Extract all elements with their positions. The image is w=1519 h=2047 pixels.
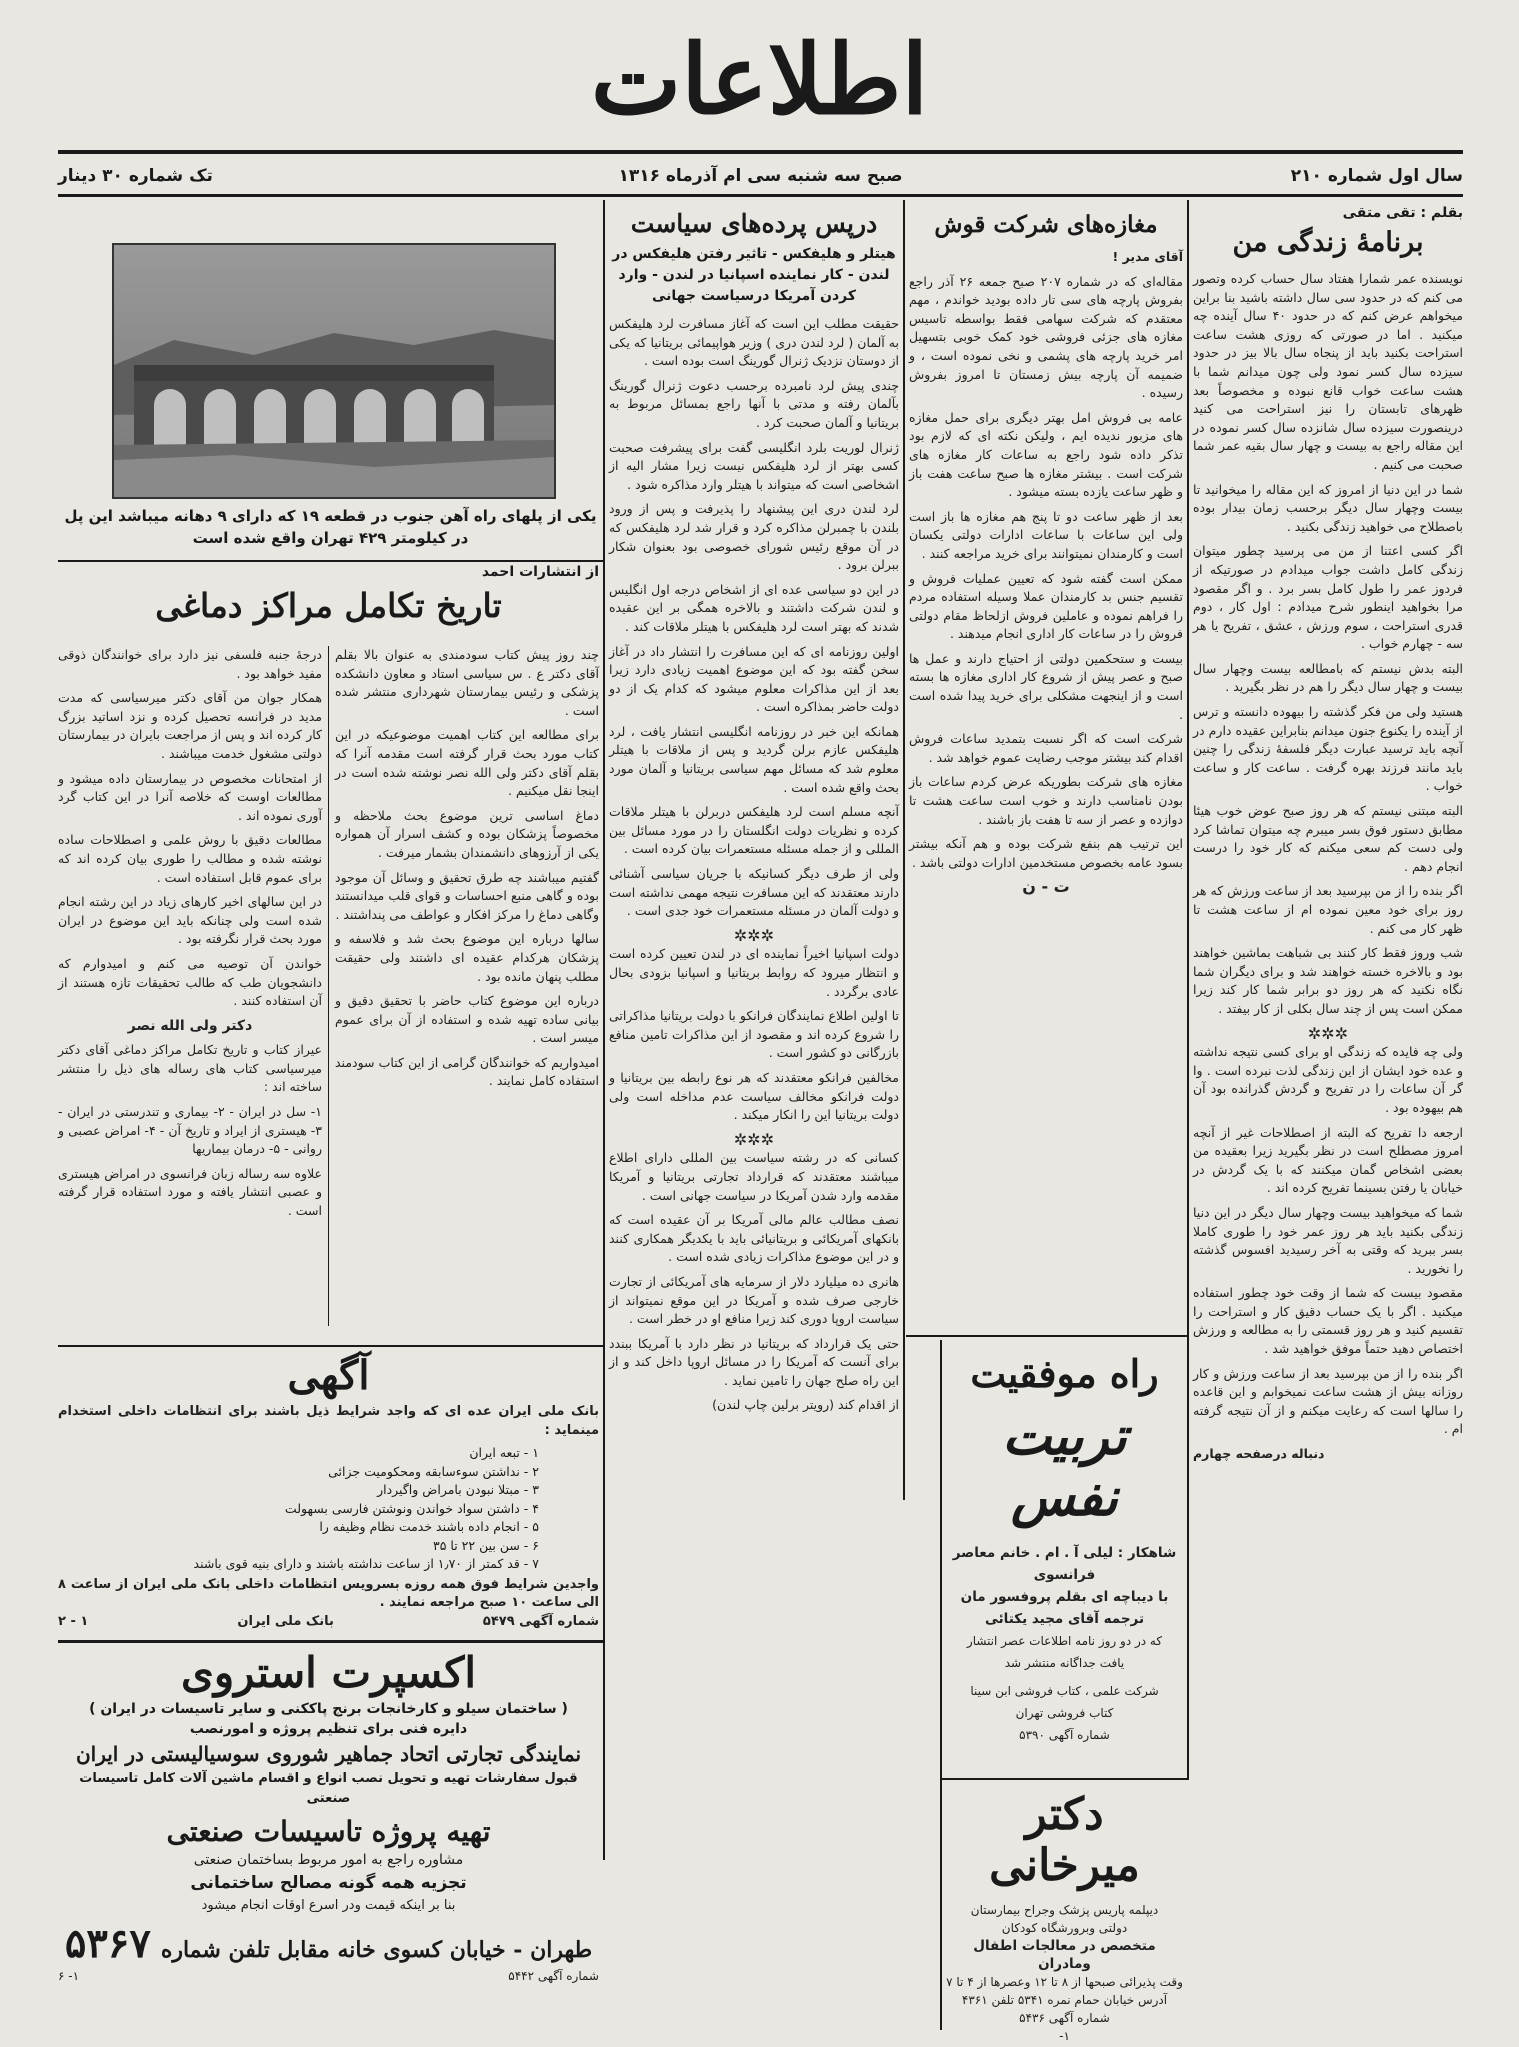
ad-contact (58, 1920, 599, 1967)
paragraph: در این سالهای اخیر کارهای زیاد در این رشته انجام شده است ولی چنانکه باید این موضوع در ایران مورد بحث قرار نگرفته بود . (58, 894, 322, 947)
paragraph: خواندن آن توصیه می کنم و امیدوارم که دانشجویان طب که طالب تحقیقات تازه هستند از آن استفاده کنند . (58, 955, 322, 1009)
notice-intro: بانک ملی ایران عده ای که واجد شرایط ذیل باشند برای انتظامات داخلی استخدام مینماید : (58, 1404, 599, 1438)
ad-line: دولتی وبرورشگاه کودکان (1001, 1921, 1128, 1935)
paragraph: مقاله‌ای که در شماره ۲۰۷ صبح جمعه ۲۶ آذر راجع بفروش پارچه های سی تار داده بودید خواندم ، مهم معتقدم که شرکت سهامی فقط بواسطه تاسیس مغازه های جزئی فروشی خود کمک خوبی بتسهیل امر خرید پارچه های پشمی و نخی نموده است ، و ضمیمه آن پارچه بیش زمستان تا امروز بفروش رسیده . (909, 273, 1184, 401)
paragraph: مقصود بیست که شما از وقت خود چطور استفاده میکنید . اگر با یک حساب دقیق کار و استراحت را تقسیم کنید و هر روز قسمتی را به مطالعه و ورزش اختصاص دهید حتماً موفق خواهید شد . (1193, 1285, 1463, 1357)
ad-line: تهیه پروژه تاسیسات صنعتی (166, 1815, 491, 1848)
article-behind-the-curtain (609, 205, 899, 2035)
paragraph: درجهٔ جنبه فلسفی نیز دارد برای خوانندگان ذوقی مفید خواهد بود . (58, 647, 322, 681)
article-body (909, 248, 1183, 897)
ad-line: با دیباچه ای بقلم پروفسور مان (960, 1589, 1169, 1605)
ad-line: شرکت علمی ، کتاب فروشی ابن سینا (970, 1684, 1159, 1698)
paragraph: ژنرال لوریت بلرد انگلیسی گفت برای پیشرفت صحبت کسی بهتر از لرد هلیفکس نیست زیرا مشار الیه از اشخاصی است که میتواند با هیتلر وارد مذاکره شود . (609, 439, 899, 492)
expert-stroy-ad (58, 1646, 599, 2036)
paragraph: شما در این دنیا از امروز که این مقاله را میخوانید تا بیست وچهار سال دیگر برحسب زمان بیدار بوده باصطلاح می خواهید زندگی بکنید . (1193, 481, 1463, 534)
doctor-advertisement (946, 1785, 1183, 2043)
paragraph: لرد لندن دری این پیشنهاد را پذیرفت و پس از ورود بلندن با چمبرلن مذاکره کرد و قرار شد لرد هلیفکس که در آن موقع رئیس شورای خصوصی بود بعنوان شکار ببرلن برود . (609, 501, 899, 573)
paragraph: حتی یک قرارداد که بریتانیا در نظر دارد با آمریکا ببندد برای آنست که آمریکا را در مسائل اروپا داخل کند و از این راه صلح جهان را تامین نماید . (609, 1335, 899, 1388)
ad-line: شماره آگهی ۵۴۳۶ (1019, 2011, 1110, 2025)
ad-line: آدرس خیابان حمام نمره ۵۳۴۱ تلفن ۴۳۶۱ (961, 1993, 1168, 2007)
paragraph: این ترتیب هم بنفع شرکت بوده و هم آنکه بیشتر بسود عامه بخصوص مستخدمین ادارات دولتی باشد . (909, 836, 1183, 870)
section-stars: ✲✲✲ (733, 1129, 775, 1149)
article-my-life-program (1193, 205, 1463, 2035)
photo-caption: یکی از پلهای راه آهن جنوب در قطعه ۱۹ که دارای ۹ دهانه میباشد این پل در کیلومتر ۴۲۹ تهران واقع شده است (64, 507, 597, 547)
paragraph: هستید ولی من فکر گذشته را بیهوده دانسته و ترس از آینده را یکنوع جنون میدانم بنابراین عقیده دارم در آنچه باید ترسید عبارت دیگر فلسفهٔ زندگی را چنین باید مانند فرزند بهره گرفت . ساعت کار و ساعت خواب . (1193, 704, 1463, 794)
requirement-item: ۶ - سن بین ۲۲ تا ۳۵ (433, 1537, 539, 1553)
paragraph: شب وروز فقط کار کنند بی شباهت بماشین خواهند بود و بالاخره خسته خواهند شد و برای دیگران شما نگاه نکنید که هر روز دو برابر شما کار کند زیرا ممکن است پس از چند سال بکلی از کار بیفتد . (1193, 945, 1463, 1016)
paragraph: چند روز پیش کتاب سودمندی به عنوان بالا بقلم آقای دکتر ع . س سیاسی استاد و معاون دانشکده پزشکی و رئیس بیمارستان شهرداری منتشر شده است . (335, 647, 599, 718)
ad-ref: ۱- (1059, 2029, 1070, 2043)
ad-title: اکسپرت استروی (180, 1648, 476, 1697)
ad-footer (58, 1967, 599, 1986)
ad-line: تجزیه همه گونه مصالح ساختمانی (190, 1873, 467, 1893)
railway-bridge-image (114, 245, 554, 497)
ad-line: شماره آگهی ۵۳۹۰ (1019, 1728, 1110, 1742)
paragraph: نصف مطالب عالم مالی آمریکا بر آن عقیده است که بانکهای آمریکائی و بریتانیائی باید با یکدیگر همکاری کنند و در این موضوع مذاکرات زیادی شده است . (609, 1212, 899, 1265)
issue-date: صبح سه شنبه سی ام آذرماه ۱۳۱۶ (618, 166, 903, 186)
notice-footer (58, 1613, 599, 1632)
paragraph: آقای مدیر ! (1112, 249, 1183, 264)
article-body-left (58, 646, 322, 1227)
requirement-item: ۱ - تبعه ایران (469, 1445, 539, 1461)
ad-line: ترجمه آقای مجید یکتائی (984, 1611, 1145, 1627)
paragraph: درباره این موضوع کتاب حاضر با تحقیق دقیق و بیانی ساده تهیه شده و استفاده از آن برای عموم میسر است . (335, 993, 599, 1046)
publisher-note: از انتشارات احمد (481, 564, 599, 580)
dateline (58, 166, 1463, 190)
paragraph: گفتیم میباشند چه طرق تحقیق و وسائل آن موجود بوده و گاهی منبع احساسات و قوای قلب میدانستند وگاهی دماغ را مرکز افکار و عواطف می پنداشتند . (335, 869, 599, 922)
paragraph: ارجعه دا تفریح که البته از اصطلاحات غیر از آنچه امروز مصطلح است در نظر بگیرید زیرا بعقیده من بعضی اشخاص گمان میکنند که با یک گردش در خیابان یا رفتن بسینما تفریح کرده اند . (1193, 1124, 1463, 1196)
ad-line: مشاوره راجع به امور مربوط بساختمان صنعتی (193, 1852, 464, 1868)
paragraph: حقیقت مطلب این است که آغاز مسافرت لرد هلیفکس به آلمان ( لرد لندن دری ) وزیر هواپیمائی بریتانیا که یکی از دوستان نزدیک ژنرال گورینگ است بوده است . (609, 316, 899, 369)
notice-requirements (58, 1444, 599, 1574)
ad-address: طهران - خیابان کسوی خانه مقابل تلفن شماره (160, 1937, 593, 1963)
ad-title: دکتر میرخانی (989, 1789, 1140, 1891)
paragraph: بعد از ظهر ساعت دو تا پنج هم مغازه ها باز است ولی این ساعات با ساعات ادارات دولتی یکسان است و کارمندان نمیتوانند برای خرید مراجعه کنند . (909, 508, 1183, 561)
ad-line: یافت جداگانه منتشر شد (1004, 1656, 1125, 1670)
article-subtitle: هیتلر و هلیفکس - تاثیر رفتن هلیفکس در لندن - کار نماینده اسپانیا در لندن - وارد کردن آمریکا درسیاست جهانی (612, 246, 896, 304)
byline: بقلم : تقی متقی (1342, 205, 1463, 221)
book-advertisement (946, 1345, 1183, 1775)
article-title: درپس پرده‌های سیاست (630, 209, 878, 238)
paragraph: بیست و ستحکمین دولتی از احتیاج دارند و عمل ها صبح و عصر پیش از شروع کار اداری مغازه ها بسته است و از اینجهت مشکلی برای خرید پیدا شده است . (909, 650, 1183, 722)
ad-line: وقت پذیرائی صبحها از ۸ تا ۱۲ وعصرها از ۴ تا ۷ (946, 1975, 1183, 1989)
ad-line: دایره فنی برای تنظیم پروژه و امورنصب (189, 1721, 468, 1737)
paragraph: چندی پیش لرد نامبرده برحسب دعوت ژنرال گورینگ بآلمان رفته و مدتی با آنها راجع بمسائل مربوط به بریتانیا و آلمان صحبت کرد . (609, 377, 899, 430)
paragraph: در این دو سیاسی عده ای از اشخاص درجه اول انگلیس و لندن شرکت داشتند و بالاخره همگی بر این عقیده شدند که بهتر است لرد هلیفکس با هیتلر ملاقات کند . (609, 581, 899, 634)
signature: ت - ن (1022, 877, 1070, 897)
ad-title: راه موفقیت (970, 1351, 1159, 1396)
ad-line: قبول سفارشات تهیه و تحویل نصب انواع و اقسام ماشین آلات کامل تاسیسات صنعتی (79, 1771, 578, 1806)
paragraph: البته بدش نیستم که بامطالعه بیست وچهار سال بیست و چهار سال دیگر را هم در نظر بگیرید . (1193, 660, 1463, 695)
notice-title: آگهی (287, 1352, 370, 1399)
notice-outro: واجدین شرایط فوق همه روزه بسرویس انتظامات داخلی بانک ملی ایران از ساعت ۸ الی ساعت ۱۰ صبح مراجعه نمایند . (58, 1576, 599, 1611)
ad-line: دیپلمه پاریس پزشک وجراح بیمارستان (970, 1903, 1159, 1917)
section-divider (58, 560, 603, 562)
inner-divider (328, 646, 329, 1326)
paragraph: عامه بی فروش امل بهتر دیگری برای حمل مغازه های مزبور ندیده ایم ، ولیکن نکته ای که لازم بود تذکر داده شود راجع به ساعات کار مغازه های شرکت است . بیشتر مغازه ها صبح ساعت هفت باز و ظهر ساعت یازده بسته میشود . (909, 409, 1183, 500)
issue-price: تک شماره ۳۰ دینار (58, 166, 213, 186)
paragraph: همکار جوان من آقای دکتر میرسیاسی که مدت مدید در فرانسه تحصیل کرده و نزد اساتید بزرگ کار کرده اند و پس از مراجعت بایران در بیمارستان دولتی مشغول خدمت میباشند . (58, 690, 322, 761)
source-note: از اقدام کند (رویتر برلین چاپ لندن) (712, 1397, 899, 1413)
paragraph: دماغ اساسی ترین موضوع بحث ملاحظه و مخصوصاً پزشکان بوده و کشف اسرار آن همواره یکی از آرزوهای دانشمندان بشمار میرفت . (335, 807, 599, 860)
requirement-item: ۵ - انجام داده باشند خدمت نظام وظیفه را (319, 1519, 539, 1535)
paragraph: شما که میخواهید بیست وچهار سال دیگر در این دنیا زندگی بکنید باید هر روز عمر خود را طوری کاملا بسر ببرید که وقتی به آخر رسیدید افسوس گذشته را نخورید . (1193, 1204, 1463, 1276)
bank-notice (58, 1350, 599, 1640)
section-stars: ✲✲✲ (733, 925, 775, 945)
ad-ref: شماره آگهی ۵۴۴۲ (508, 1969, 599, 1983)
paragraph: نویسنده عمر شمارا هفتاد سال حساب کرده وتصور می کنم که در حدود سی سال داشته باشید بنا براین میخواهم عرض کنم که در حدود ۴۰ سال آینده چه میکنید . اما در صورتی که روزی هشت ساعت استراحت بکنید باید از پنجاه سال بالا بیز در حدود سیزده سال کسر نمود ولی چون میدانم شما با هشت ساعت خواب قانع نبوده و مخصوصاً بعد ظهرهای تابستان را نیز استراحت می کنید درینصورت سیزده سال شانزده سال کسر نموده در این مقاله راجع به بیست و چهار سال بقیه عمر شما صحبت می کنیم . (1193, 271, 1463, 472)
requirement-item: ۴ - داشتن سواد خواندن ونوشتن فارسی بسهولت (284, 1500, 539, 1516)
requirement-item: ۳ - مبتلا نبودن بامراض واگیردار (377, 1482, 539, 1498)
dateline-rule (58, 194, 1463, 197)
article-shops-company (909, 205, 1183, 1330)
article-body (1193, 270, 1463, 1464)
requirement-item: ۲ - نداشتن سوءسابقه ومحکومیت جزائی (328, 1463, 539, 1479)
masthead-title: اطلاعات (590, 23, 929, 136)
article-brain-centers (58, 564, 599, 1339)
signature: دکتر ولی الله نصر (127, 1017, 253, 1034)
paragraph: البته مبتنی نیستم که هر روز صبح عوض خوب هیئا مطابق دستور فوق بسر میبرم چه میتوان تماشا کرد ولی دست کم سعی میکنم که کار خود را درست انجام دهم . (1193, 803, 1463, 874)
paragraph: اگر بنده را از من بپرسید بعد از ساعت ورزش و کار روزانه بیش از هشت ساعت نمیخوابم و این قاعده را سالها است که رعایت میکنم و از آن نتیجه گرفته ام . (1193, 1365, 1463, 1437)
article-title: تاریخ تکامل مراکز دماغی (155, 586, 502, 625)
section-divider (58, 1640, 603, 1643)
ad-phone: ۵۳۶۷ (64, 1920, 151, 1967)
article-body-right (335, 646, 599, 1097)
paragraph: ۱- سل در ایران - ۲- بیماری و تندرستی در ایران - ۳- هیستری از ایراد و تاریخ آن - ۴- امراض عصبی و روانی - ۵- درمان بیماریها (58, 1104, 323, 1157)
column-divider (940, 1340, 942, 2030)
ad-details (946, 1542, 1183, 1746)
paragraph: ممکن است گفته شود که تعیین عملیات فروش و تقسیم جنس بد کارمندان عملا وسیله استفاده مردم را فراهم نموده و عاملین فروش ازلحاظ مقام دولتی فروش را در ساعات کار اداری انجام میدهند . (909, 570, 1183, 642)
ad-line: کتاب فروشی تهران (1015, 1706, 1114, 1720)
ad-line: نمایندگی تجارتی اتحاد جماهیر شوروی سوسیالیستی در ایران (75, 1742, 582, 1766)
paragraph: سالها درباره این موضوع بحث شد و فلاسفه و پزشکان هرکدام عقیده ای داشتند ولی حقیقت مطلب پنهان مانده بود . (335, 931, 599, 984)
paragraph: از امتحانات مخصوص در بیمارستان داده میشود و مطالعات اوست که خلاصه آنرا در این کتاب گرد آوری نموده اند . (58, 770, 322, 823)
paragraph: مخالفین فرانکو معتقدند که هر نوع رابطه بین بریتانیا و دولت فرانکو مخالف سیاست عدم مداخله است ولی دولت بریتانیا این را انکار میکند . (609, 1069, 899, 1123)
column-divider (903, 200, 905, 1500)
notice-signature: بانک ملی ایران (237, 1613, 334, 1629)
section-divider (58, 1345, 603, 1347)
paragraph: اولین روزنامه ای که این مسافرت را انتشار داد در آغاز سخن گفته بود که این موضوع اهمیت زیادی دارد زیرا بعد از این مذاکرات معلوم میشود که کدام یک از دو دولت حاضر بمذاکره است . (609, 643, 899, 715)
ad-line: شاهکار : لیلی آ . ام . خانم معاصر فرانسوی (952, 1545, 1177, 1583)
paragraph: مطالعات دقیق با روش علمی و اصطلاحات ساده نوشته شده و مطالب را طوری بیان کرده اند که برای عموم قابل استفاده است . (58, 832, 322, 885)
ad-line: که در دو روز نامه اطلاعات عصر انتشار (966, 1634, 1163, 1648)
ad-line: بنا بر اینکه قیمت ودر اسرع اوقات انجام میشود (201, 1898, 456, 1913)
paragraph: برای مطالعه این کتاب اهمیت موضوعیکه در این کتاب مورد بحث قرار گرفته است مقدمه آنرا که بقلم آقای دکتر ولی الله نصر نوشته شده است در اینجا نقل میکنیم . (335, 727, 599, 799)
continued-note: دنباله درصفحه چهارم (1193, 1446, 1325, 1462)
paragraph: ولی از طرف دیگر کسانیکه با جریان سیاسی آشنائی دارند معتقدند که این مسافرت نتیجه مهمی نداشته است و دولت آلمان در مسئله مستعمرات خود جدی است . (609, 866, 899, 919)
masthead-rule (58, 150, 1463, 154)
paragraph: علاوه سه رساله زبان فرانسوی در امراض هیستری و عصبی انتشار یافته و مورد استفاده قرار گرفته است . (58, 1165, 322, 1219)
article-body (609, 315, 899, 1415)
paragraph: امیدواریم که خوانندگان گرامی از این کتاب سودمند استفاده کامل نمایند . (335, 1054, 599, 1089)
paragraph: ولی چه فایده که زندگی او برای کسی نتیجه نداشته و عده خود ایشان از این زندگی لذت نبرده است . وا گر آن ساعات را در تفریح و گردش گذرانده بود آن هم بیهوده بود . (1193, 1044, 1463, 1115)
section-divider (906, 1335, 1187, 1337)
ad-number: ۱ - ۲ (58, 1613, 89, 1629)
paragraph: عیراز کتاب و تاریخ تکامل مراکز دماغی آقای دکتر میرسیاسی کتاب های رساله های ذیل را منتشر ساخته اند : (58, 1042, 322, 1095)
ad-line: ( ساختمان سیلو و کارخانجات برنج پاککنی و سایر تاسیسات در ایران ) (89, 1701, 568, 1717)
paragraph: تا اولین اطلاع نمایندگان فرانکو با دولت بریتانیا مذاکراتی را شروع کرده اند و مقصود از این مذاکرات تامین منافع بازرگانی دو کشور است . (609, 1008, 899, 1061)
bridge-photo (112, 243, 556, 499)
section-stars: ✲✲✲ (1307, 1023, 1349, 1043)
paragraph: اگر کسی اعتنا از من می پرسید چطور میتوان زندگی کامل داشت جواب میدادم در صورتیکه از فردوز عمر را طول کامل بسر برد . و اگر مقصود مرا بخواهید اینطور شرح میدادم : اول کار ، دوم قدری استراحت ، سوم ورزش ، عشق ، تفریح یا هر سه - چهارم خواب . (1193, 543, 1463, 652)
paragraph: اگر بنده را از من بپرسید بعد از ساعت ورزش که هر روز برای خود معین نموده ام از ساعت هشت تا ظهر کار می کنم . (1193, 883, 1463, 936)
requirement-item: ۷ - قد کمتر از ۱٫۷۰ از ساعت نداشته باشند و دارای بنیه قوی باشند (193, 1556, 539, 1572)
ad-number: ۱- ۶ (58, 1969, 80, 1983)
paragraph: دولت اسپانیا اخیراً نماینده ای در لندن تعیین کرده است و انتظار میرود که روابط بریتانیا و اسپانیا بزودی بحال عادی برگردد . (609, 946, 899, 999)
paragraph: کسانی که در رشته سیاست بین المللی دارای اطلاع میباشند معتقدند که قرارداد تجارتی بریتانیا و آمریکا مقدمه وارد شدن آمریکا در سیاست جهانی است . (609, 1150, 899, 1203)
paragraph: مغازه های شرکت بطوریکه عرض کردم ساعات باز بودن نامناسب دارند و خوب است ساعت هشت تا دوازده و عصر از سه تا هفت باز باشند . (909, 774, 1183, 827)
paragraph: همانکه این خبر در روزنامه انگلیسی انتشار یافت ، لرد هلیفکس عازم برلن گردید و پس از ملاقات با هیتلر معلوم شد که مسائل مهم سیاسی بریتانیا و آلمان مورد بحث واقع شده است . (609, 723, 899, 795)
paragraph: هانری ده میلیارد دلار از سرمایه های آمریکائی از تجارت خارجی صرف شده و آمریکا در این موقع نمیتواند از سیاست اروپا دوری کند زیرا منافع او در خطر است . (609, 1273, 899, 1327)
paragraph: شرکت است که اگر نسبت بتمدید ساعات فروش اقدام کند بیشتر موجب رضایت عموم خواهد شد . (909, 731, 1183, 765)
ad-book-title: تربیت نفس (1002, 1406, 1127, 1528)
ad-details (946, 1901, 1183, 2045)
paragraph: آنچه مسلم است لرد هلیفکس دربرلن با هیتلر ملاقات کرده و نظریات دولت انگلستان را در مورد مسائل بین المللی و از جمله مسئله مستعمرات بیان کرده است . (609, 804, 899, 857)
issue-number: سال اول شماره ۲۱۰ (1290, 166, 1463, 186)
ad-ref: شماره آگهی ۵۴۷۹ (482, 1613, 599, 1629)
article-title: مغازه‌های شرکت قوش (934, 211, 1158, 238)
section-divider (942, 1778, 1187, 1780)
article-title: برنامهٔ زندگی من (1232, 227, 1424, 258)
column-divider (603, 200, 605, 1860)
column-divider (1187, 200, 1189, 1780)
ad-line: متخصص در معالجات اطفال ومادران (973, 1938, 1156, 1972)
